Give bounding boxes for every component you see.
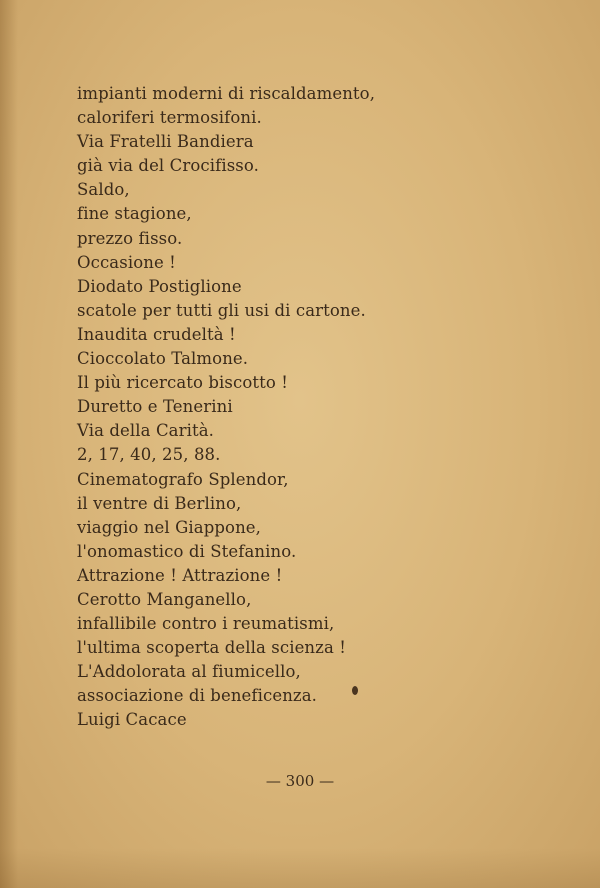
poem-line: viaggio nel Giappone, [77, 517, 262, 537]
poem-line: Saldo, [77, 180, 130, 200]
poem-line: Attrazione ! Attrazione ! [77, 565, 283, 585]
poem-line: il ventre di Berlino, [77, 493, 242, 513]
poem-line: caloriferi termosifoni. [77, 108, 262, 128]
poem-line: impianti moderni di riscaldamento, [77, 84, 376, 103]
poem-line: L'Addolorata al fiumicello, [77, 662, 301, 682]
poem-line: l'ultima scoperta della scienza ! [77, 638, 346, 658]
poem-line: Occasione ! [77, 252, 176, 272]
poem-line: infallibile contro i reumatismi, [77, 614, 335, 634]
poem-line: Duretto e Tenerini [77, 397, 233, 417]
poem-line: fine stagione, [77, 204, 192, 224]
poem-line: Cerotto Manganello, [77, 589, 252, 609]
ink-speck [352, 686, 358, 695]
page-number: — 300 — [265, 772, 335, 790]
poem-line: Il più ricercato biscotto ! [77, 373, 288, 393]
poem-line: l'onomastico di Stefanino. [77, 541, 297, 561]
poem-line: prezzo fisso. [77, 228, 183, 248]
poem-line: Inaudita crudeltà ! [77, 324, 236, 344]
poem-line: Via Fratelli Bandiera [77, 132, 254, 152]
poem-line: associazione di beneficenza. [77, 686, 317, 706]
poem-line: Cinematografo Splendor, [77, 469, 289, 489]
poem-line: Luigi Cacace [77, 710, 187, 730]
poem-line: Cioccolato Talmone. [77, 349, 249, 369]
poem-line: scatole per tutti gli usi di cartone. [77, 300, 366, 320]
poem-text [77, 82, 375, 733]
poem-line: già via del Crocifisso. [77, 156, 259, 176]
poem-line: Via della Carità. [77, 421, 214, 441]
poem-line: 2, 17, 40, 25, 88. [77, 445, 221, 465]
poem-line: Diodato Postiglione [77, 276, 242, 296]
